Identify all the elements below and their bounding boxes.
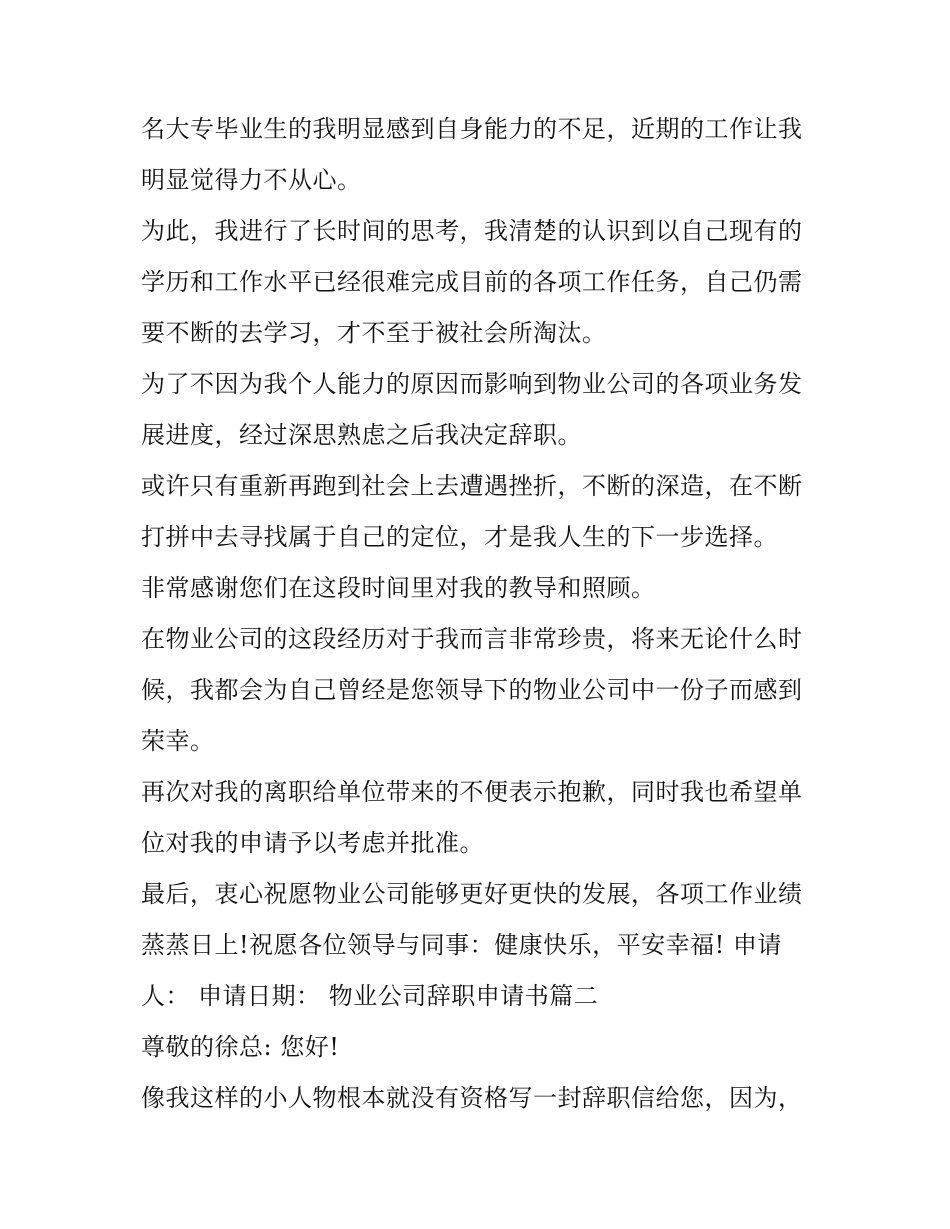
text-line: 要不断的去学习，才不至于被社会所淘汰。 [141, 319, 607, 347]
text-line: 在物业公司的这段经历对于我而言非常珍贵，将来无论什么时 [141, 625, 803, 653]
text-line: 位对我的申请予以考虑并批准。 [141, 829, 484, 857]
text-line: 最后，衷心祝愿物业公司能够更好更快的发展，各项工作业绩 [141, 880, 803, 908]
text-line: 或许只有重新再跑到社会上去遭遇挫折，不断的深造，在不断 [141, 472, 803, 500]
text-line: 像我这样的小人物根本就没有资格写一封辞职信给您，因为， [141, 1084, 803, 1112]
text-line: 候，我都会为自己曾经是您领导下的物业公司中一份子而感到 [141, 676, 803, 704]
text-line: 明显觉得力不从心。 [141, 166, 362, 194]
text-line: 人： 申请日期： 物业公司辞职申请书篇二 [141, 982, 599, 1010]
text-line: 尊敬的徐总: 您好! [141, 1033, 340, 1061]
text-line: 名大专毕业生的我明显感到自身能力的不足，近期的工作让我 [141, 115, 803, 143]
text-line: 再次对我的离职给单位带来的不便表示抱歉，同时我也希望单 [141, 778, 803, 806]
text-line: 展进度，经过深思熟虑之后我决定辞职。 [141, 421, 582, 449]
text-line: 非常感谢您们在这段时间里对我的教导和照顾。 [141, 574, 656, 602]
text-line: 学历和工作水平已经很难完成目前的各项工作任务，自己仍需 [141, 268, 803, 296]
text-line: 打拼中去寻找属于自己的定位，才是我人生的下一步选择。 [141, 523, 778, 551]
text-line: 为了不因为我个人能力的原因而影响到物业公司的各项业务发 [141, 370, 803, 398]
text-line: 荣幸。 [141, 727, 215, 755]
text-line: 为此，我进行了长时间的思考，我清楚的认识到以自己现有的 [141, 217, 803, 245]
text-line: 蒸蒸日上!祝愿各位领导与同事：健康快乐，平安幸福! 申请 [141, 931, 782, 959]
document-body [141, 104, 821, 1124]
